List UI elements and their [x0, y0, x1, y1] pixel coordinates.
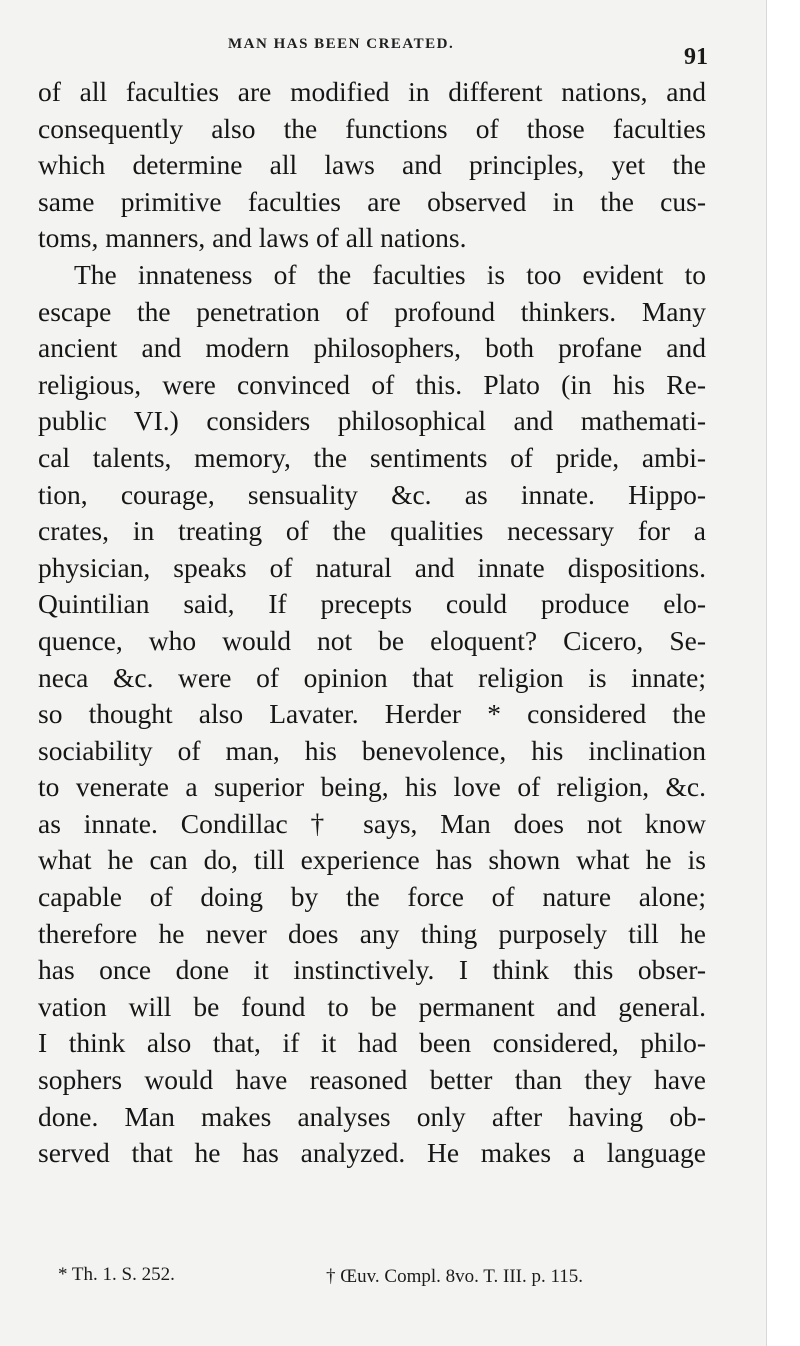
page-header	[38, 36, 710, 70]
text-line: public VI.) considers philosophical and mathemati-	[38, 405, 706, 437]
text-line: religious, were convinced of this. Plato (in his Re-	[38, 368, 706, 400]
text-line: Quintilian said, If precepts could produce elo-	[38, 588, 706, 620]
text-line: to venerate a superior being, his love of religion, &c.	[38, 771, 706, 803]
text-line: done. Man makes analyses only after having ob-	[38, 1100, 706, 1132]
text-line: crates, in treating of the qualities necessary for a	[38, 515, 706, 547]
text-line: as innate. Condillac † says, Man does not know	[38, 807, 706, 839]
body-text	[38, 74, 706, 1172]
text-line: tion, courage, sensuality &c. as innate. Hippo-	[38, 478, 706, 510]
text-line: cal talents, memory, the sentiments of pride, ambi-	[38, 441, 706, 473]
text-line: neca &c. were of opinion that religion is innate;	[38, 661, 706, 693]
text-line: quence, who would not be eloquent? Cicero, Se-	[38, 624, 706, 656]
text-line: vation will be found to be permanent and general.	[38, 990, 706, 1022]
paragraph-start-line: The innateness of the faculties is too evident to	[74, 258, 706, 290]
text-line: so thought also Lavater. Herder * considered the	[38, 698, 706, 730]
running-head: MAN HAS BEEN CREATED.	[228, 36, 455, 52]
text-line: capable of doing by the force of nature alone;	[38, 881, 706, 913]
text-line: escape the penetration of profound thinkers. Many	[38, 295, 706, 327]
text-line: ancient and modern philosophers, both profane and	[38, 332, 706, 364]
text-line: toms, manners, and laws of all nations.	[38, 222, 467, 254]
footnote-herder: * Th. 1. S. 252.	[58, 1264, 175, 1285]
text-line: same primitive faculties are observed in the cus-	[38, 185, 706, 217]
text-line: has once done it instinctively. I think this obser-	[38, 954, 706, 986]
text-line: what he can do, till experience has shown what he is	[38, 844, 706, 876]
footnote-condillac: † Œuv. Compl. 8vo. T. III. p. 115.	[326, 1266, 584, 1287]
text-line: of all faculties are modified in different nations, and	[38, 76, 706, 107]
text-line: I think also that, if it had been considered, philo-	[38, 1027, 706, 1059]
text-line: sociability of man, his benevolence, his inclination	[38, 734, 706, 766]
text-line: sophers would have reasoned better than they have	[38, 1064, 706, 1096]
text-line: served that he has analyzed. He makes a language	[38, 1137, 706, 1169]
text-line: physician, speaks of natural and innate dispositions.	[38, 551, 706, 583]
page-margin-edge	[766, 0, 800, 1346]
text-line: which determine all laws and principles, yet the	[38, 149, 706, 181]
text-line: therefore he never does any thing purposely till he	[38, 917, 706, 949]
footnotes	[58, 1264, 698, 1294]
text-line: consequently also the functions of those faculties	[38, 112, 706, 144]
page-number: 91	[684, 44, 708, 70]
